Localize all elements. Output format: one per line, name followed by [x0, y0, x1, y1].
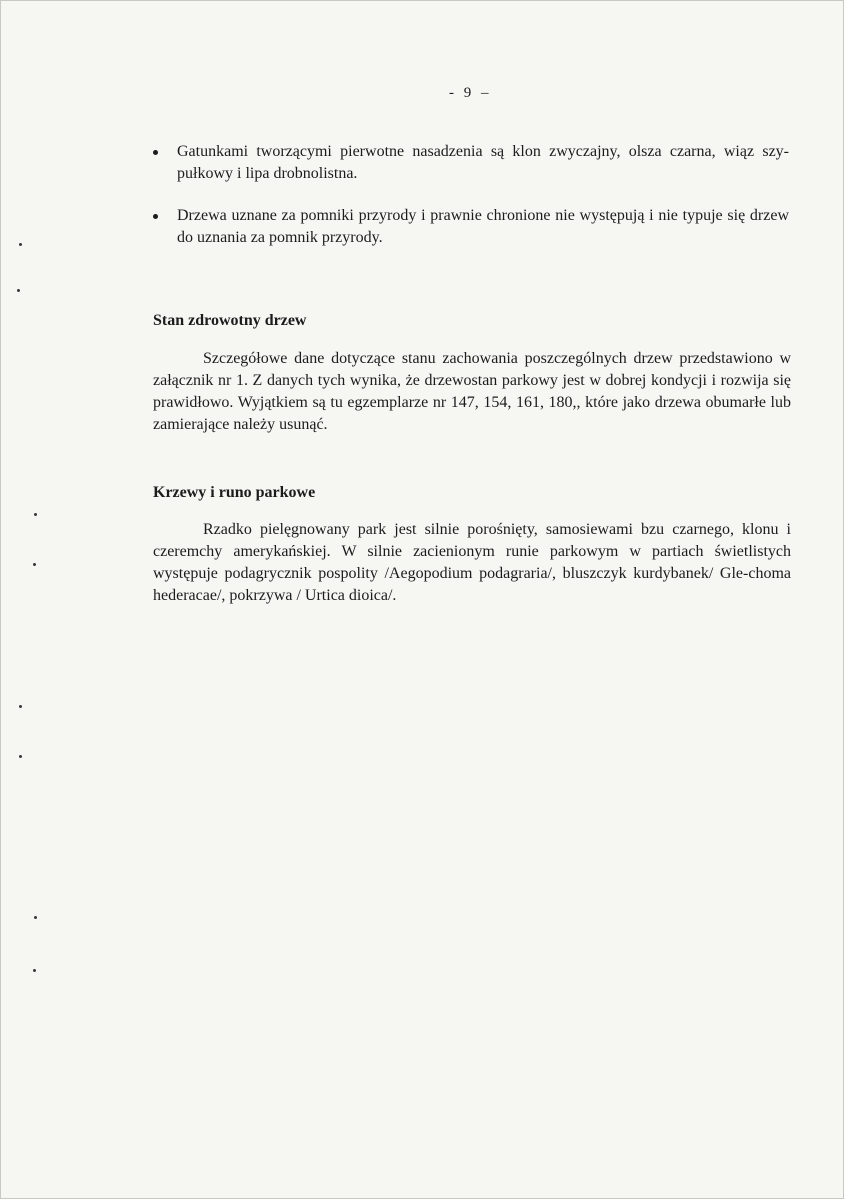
section-paragraph-tree-health: Szczegółowe dane dotyczące stanu zachowania poszczególnych drzew przedstawiono w załącznik nr 1. Z danych tych wynika, że drzewostan parkowy jest w dobrej kondycji i rozwija się prawidłowo. Wyjątkiem są tu egzemplarze nr 147, 154, 161, 180,, które jako drzewa obumarłe lub zamierające należy usunąć. [153, 350, 791, 433]
section-paragraph-shrubs: Rzadko pielęgnowany park jest silnie porośnięty, samosiewami bzu czarnego, klonu i czeremchy amerykańskiej. W silnie zacienionym runie parkowym w partiach świetlistych występuje podagrycznik pospolity /Aegopodium podagraria/, bluszczyk kurdybanek/ Gle-choma hederacae/, pokrzywa / Urtica dioica/. [153, 521, 791, 604]
list-item-text: Gatunkami tworzącymi pierwotne nasadzenia są klon zwyczajny, olsza czarna, wiąz szy-pułkowy i lipa drobnolistna. [177, 143, 789, 182]
scan-speck [33, 563, 36, 566]
scan-speck [19, 755, 22, 758]
scan-speck [17, 289, 20, 292]
section-heading-shrubs: Krzewy i runo parkowe [153, 484, 316, 501]
scan-speck [19, 705, 22, 708]
scan-speck [19, 243, 22, 246]
list-item-text: Drzewa uznane za pomniki przyrody i prawnie chronione nie występują i nie typuje się drzew do uznania za pomnik przyrody. [177, 207, 789, 246]
list-item [149, 205, 789, 249]
bullet-list [149, 141, 789, 269]
scan-speck [34, 916, 37, 919]
bullet-icon [153, 150, 158, 155]
bullet-icon [153, 214, 158, 219]
list-item [149, 141, 789, 185]
section-heading-tree-health: Stan zdrowotny drzew [153, 312, 307, 329]
scan-speck [34, 513, 37, 516]
scan-speck [33, 969, 36, 972]
page-number: - 9 – [449, 85, 492, 101]
